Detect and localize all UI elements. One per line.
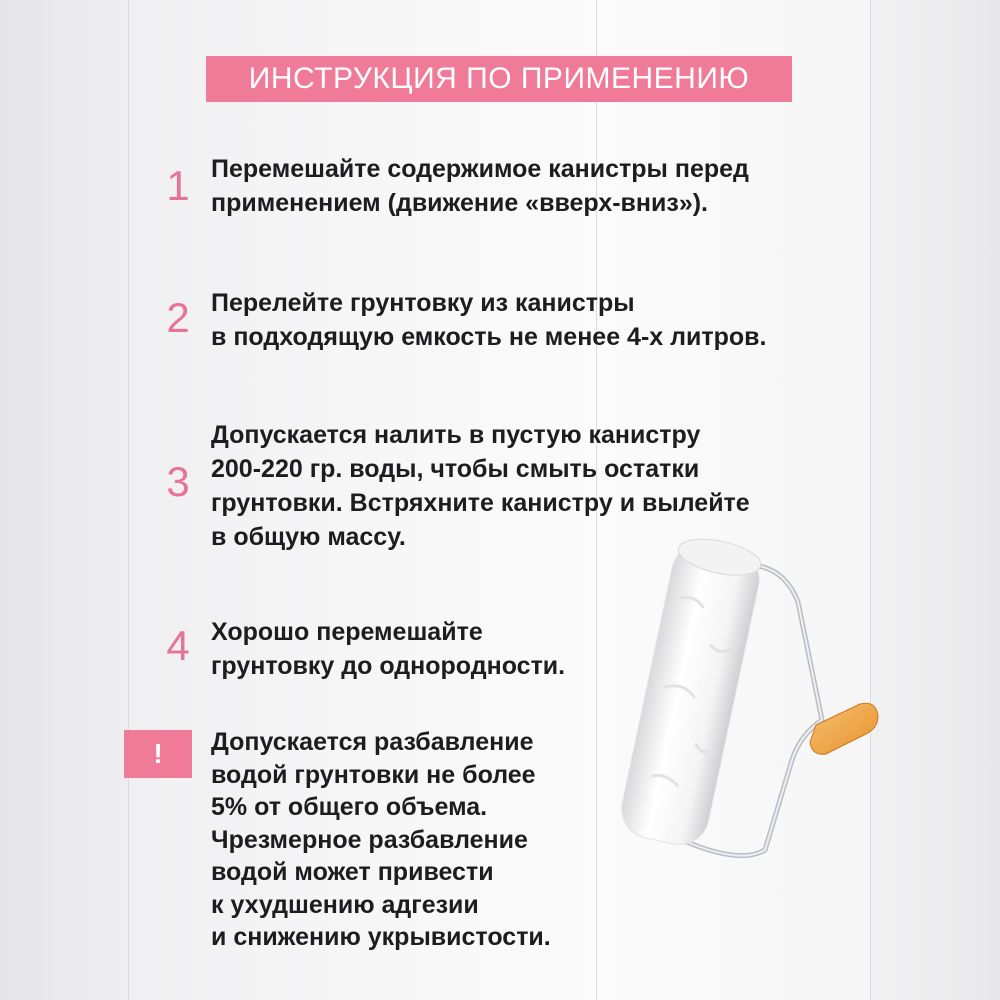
step-number: 4 xyxy=(166,622,190,669)
warning-badge xyxy=(124,730,192,778)
step-number: 2 xyxy=(166,294,190,341)
wall-seam-left xyxy=(128,0,129,1000)
wall-panel-left xyxy=(0,0,128,1000)
step-text: Хорошо перемешайте грунтовку до однородности. xyxy=(211,618,566,680)
step-text: Допускается налить в пустую канистру 200-220 гр. воды, чтобы смыть остатки грунтовки. Встряхните канистру и вылейте в общую массу. xyxy=(211,421,750,551)
page-title: ИНСТРУКЦИЯ ПО ПРИМЕНЕНИЮ xyxy=(248,62,750,95)
warning-icon: ! xyxy=(153,738,163,769)
warning-text: Допускается разбавление водой грунтовки не более 5% от общего объема. Чрезмерное разбавление водой может привести к ухудшению адгезии и снижению укрывистости. xyxy=(211,728,551,951)
step-text: Перемешайте содержимое канистры перед применением (движение «вверх-вниз»). xyxy=(211,155,749,217)
step-number: 3 xyxy=(166,458,190,505)
title-banner xyxy=(206,56,792,102)
step-text: Перелейте грунтовку из канистры в подходящую емкость не менее 4-х литров. xyxy=(211,289,767,351)
step-number: 1 xyxy=(166,162,190,209)
paint-roller-icon xyxy=(560,520,920,880)
